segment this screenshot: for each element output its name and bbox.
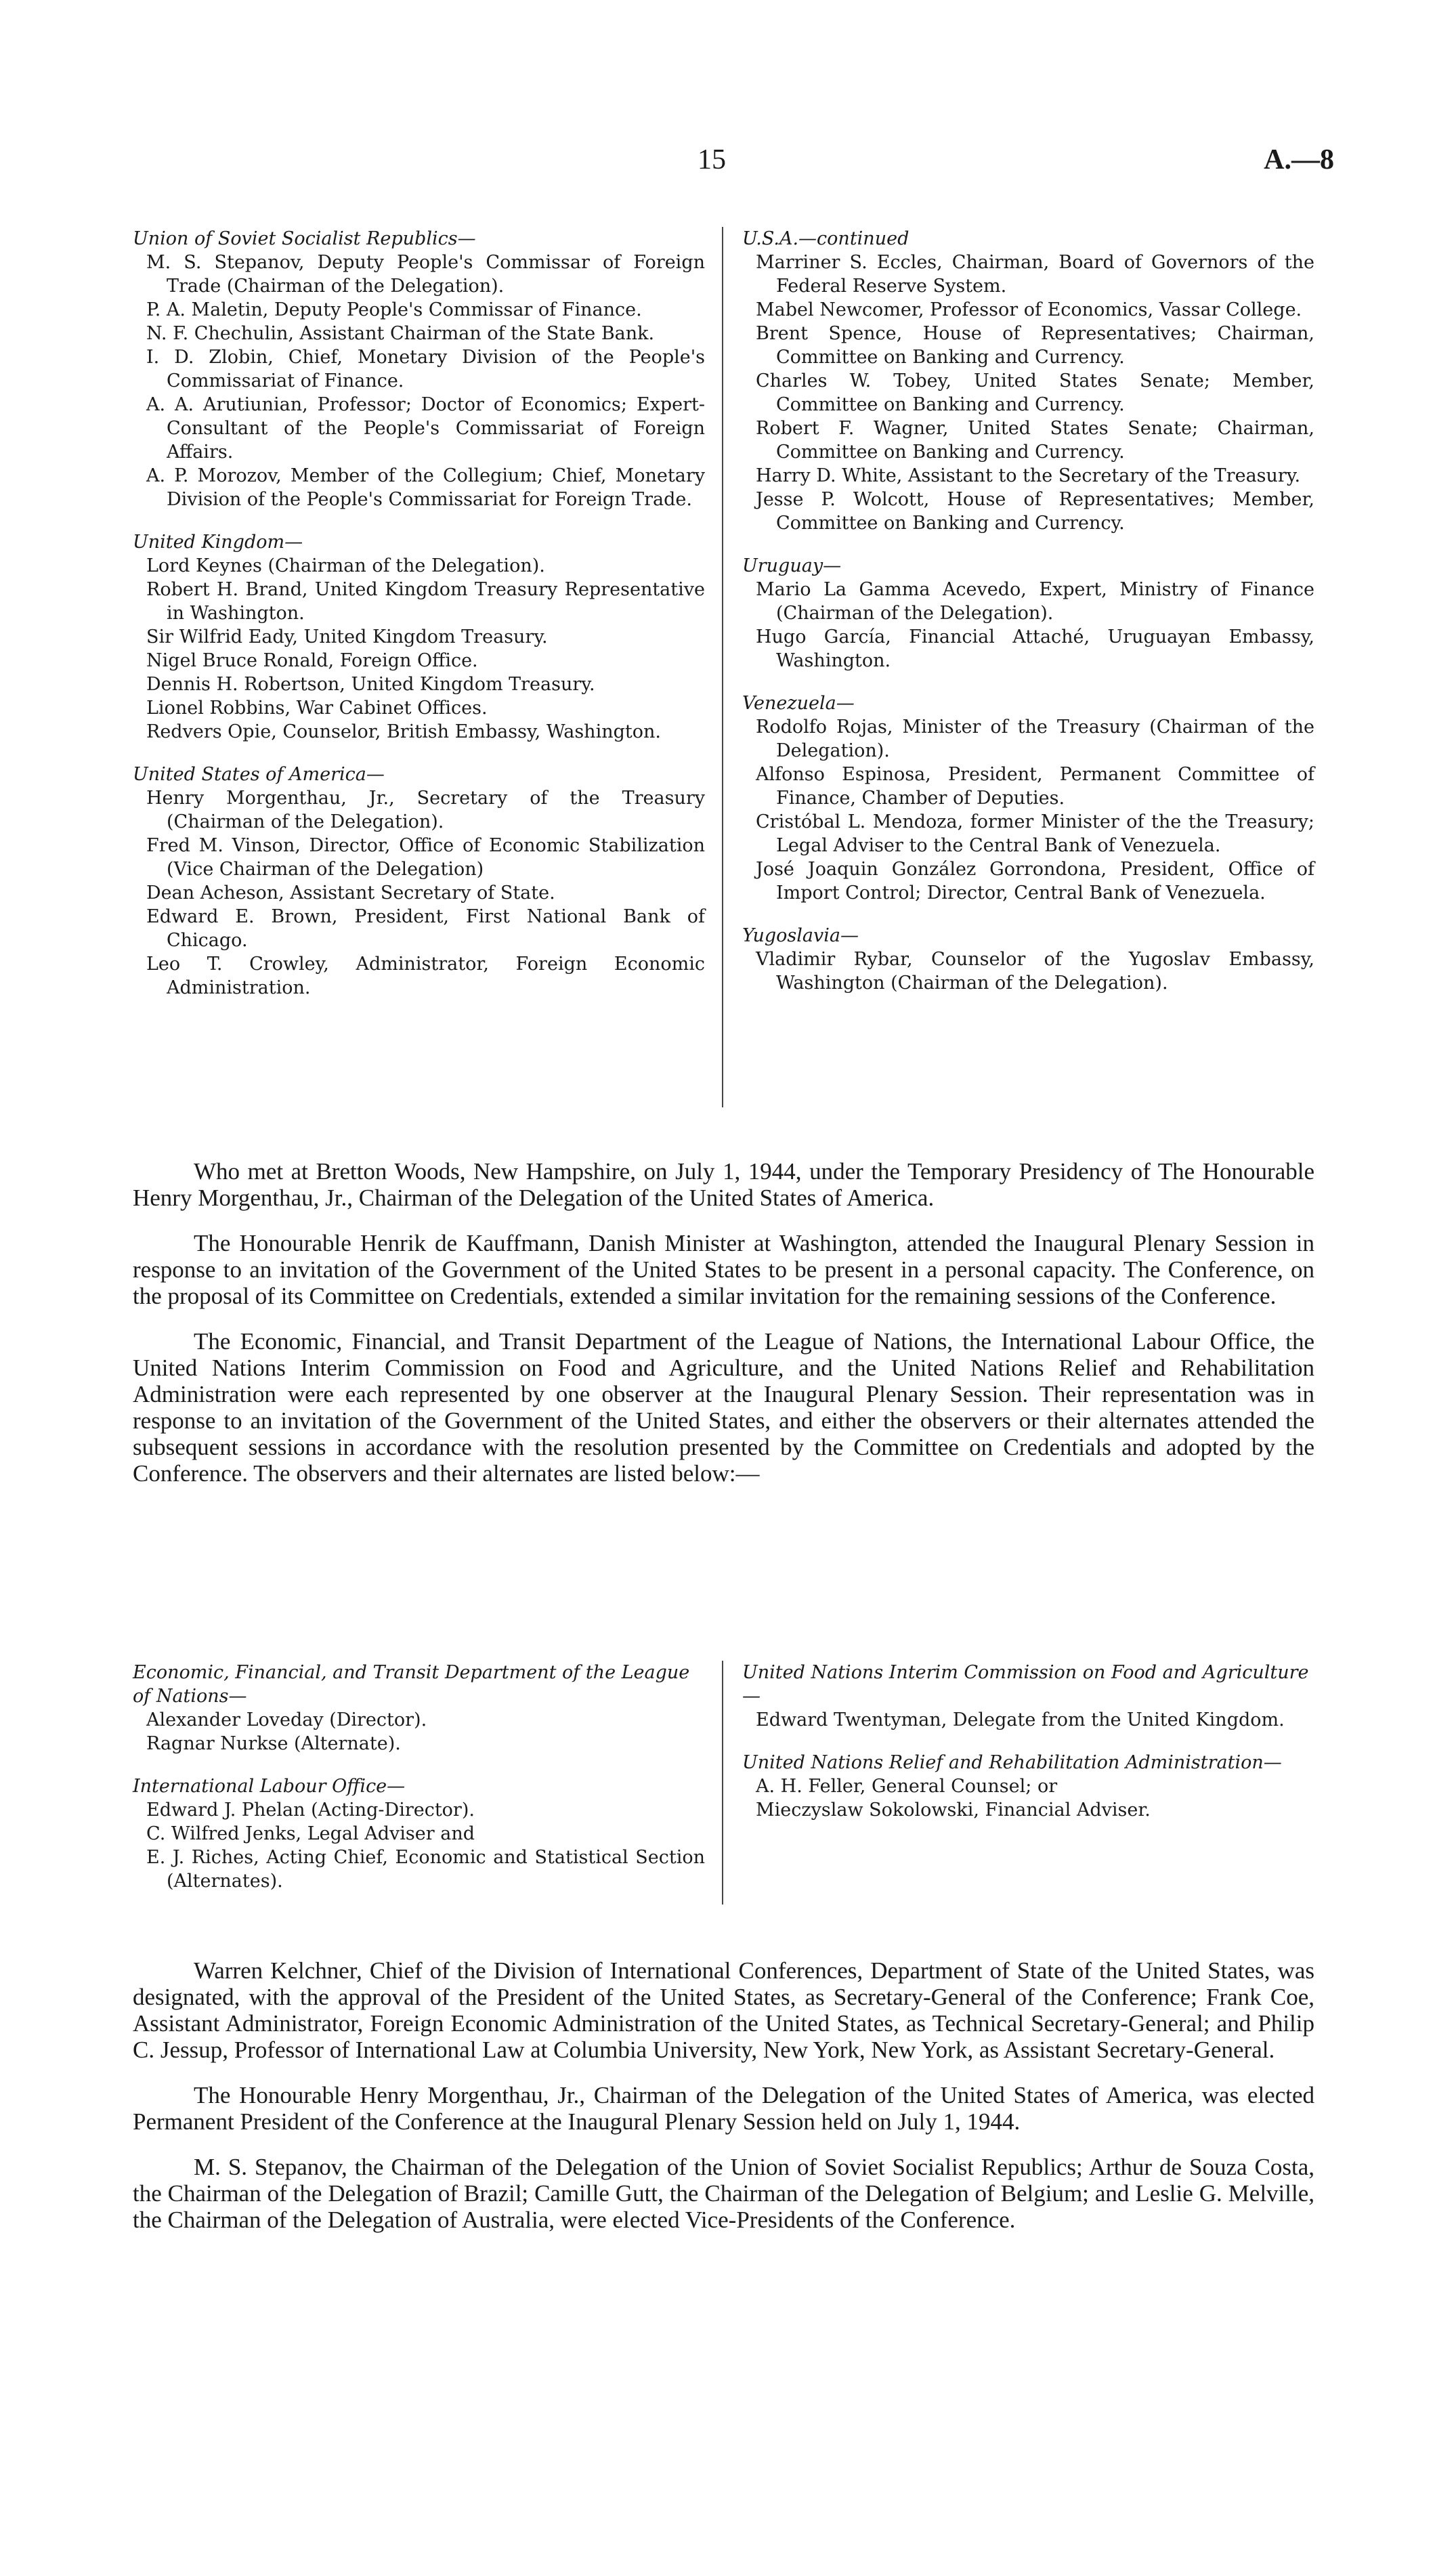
observers-left-column xyxy=(133,1661,705,1912)
paragraph: Who met at Bretton Woods, New Hampshire, on July 1, 1944, under the Temporary Presidency of The Honourable Henry Morgenthau, Jr., Chairman of the Delegation of the United States of America. xyxy=(133,1158,1314,1211)
delegation-group xyxy=(133,530,705,744)
delegation-entry: Rodolfo Rojas, Minister of the Treasury (Chairman of the Delegation). xyxy=(756,717,1314,761)
delegation-group xyxy=(742,924,1314,995)
delegation-entry: Nigel Bruce Ronald, Foreign Office. xyxy=(146,650,478,671)
document-code: A.—8 xyxy=(1264,144,1334,175)
delegation-entry: I. D. Zlobin, Chief, Monetary Division of the People's Commissariat of Finance. xyxy=(146,347,705,391)
delegation-entry: A. A. Arutiunian, Professor; Doctor of Economics; Expert-Consultant of the People's Commissariat of Foreign Affairs. xyxy=(146,394,705,463)
prose-section-1 xyxy=(133,1158,1314,1506)
observer-entry: Mieczyslaw Sokolowski, Financial Adviser. xyxy=(756,1800,1151,1821)
delegation-group xyxy=(742,692,1314,905)
delegation-entry: Leo T. Crowley, Administrator, Foreign Economic Administration. xyxy=(146,954,705,998)
delegation-entry: Robert F. Wagner, United States Senate; Chairman, Committee on Banking and Currency. xyxy=(756,418,1314,463)
observer-group xyxy=(133,1661,705,1756)
delegation-entry: N. F. Chechulin, Assistant Chairman of the State Bank. xyxy=(146,323,655,344)
observer-entry: C. Wilfred Jenks, Legal Adviser and xyxy=(146,1823,475,1844)
column-divider-observers xyxy=(722,1661,723,1905)
delegation-entry: Vladimir Rybar, Counselor of the Yugoslav Embassy, Washington (Chairman of the Delegation). xyxy=(756,949,1314,994)
delegation-heading: Union of Soviet Socialist Republics— xyxy=(133,228,476,249)
delegation-entry: M. S. Stepanov, Deputy People's Commissar of Foreign Trade (Chairman of the Delegation). xyxy=(146,252,705,297)
delegation-entry: Cristóbal L. Mendoza, former Minister of the the Treasury; Legal Adviser to the Central Bank of Venezuela. xyxy=(756,811,1314,856)
delegation-entry: Alfonso Espinosa, President, Permanent Committee of Finance, Chamber of Deputies. xyxy=(756,764,1314,809)
observer-entry: Alexander Loveday (Director). xyxy=(146,1709,427,1730)
paragraph: The Economic, Financial, and Transit Department of the League of Nations, the International Labour Office, the United Nations Interim Commission on Food and Agriculture, and the United Nations Relief and Rehabilitation Administration were each represented by one observer at the Inaugural Plenary Session. Their representation was in response to an invitation of the Government of the United States, and either the observers or their alternates attended the subsequent sessions in accordance with the resolution presented by the Committee on Credentials and adopted by the Conference. The observers and their alternates are listed below:— xyxy=(133,1328,1314,1487)
delegation-entry: P. A. Maletin, Deputy People's Commissar of Finance. xyxy=(146,299,642,320)
delegations-right-column xyxy=(742,227,1314,1014)
observer-heading: United Nations Interim Commission on Food and Agriculture— xyxy=(742,1662,1309,1707)
paragraph: Warren Kelchner, Chief of the Division of International Conferences, Department of State of the United States, was designated, with the approval of the President of the United States, as Secretary-General of the Conference; Frank Coe, Assistant Administrator, Foreign Economic Administration of the United States, as Technical Secretary-General; and Philip C. Jessup, Professor of International Law at Columbia University, New York, New York, as Assistant Secretary-General. xyxy=(133,1957,1314,2063)
delegation-group xyxy=(742,554,1314,673)
column-divider-top xyxy=(722,227,723,1107)
observer-group xyxy=(742,1661,1314,1732)
delegation-group xyxy=(133,227,705,511)
delegation-heading: United Kingdom— xyxy=(133,532,303,553)
delegation-group xyxy=(742,227,1314,535)
observer-heading: United Nations Relief and Rehabilitation Administration— xyxy=(742,1752,1282,1773)
observer-entry: Edward J. Phelan (Acting-Director). xyxy=(146,1800,475,1821)
delegation-entry: Sir Wilfrid Eady, United Kingdom Treasury. xyxy=(146,626,548,647)
observer-entry: E. J. Riches, Acting Chief, Economic and Statistical Section (Alternates). xyxy=(146,1847,705,1892)
delegation-entry: Hugo García, Financial Attaché, Uruguayan Embassy, Washington. xyxy=(756,626,1314,671)
observer-group xyxy=(133,1774,705,1893)
delegation-entry: Dennis H. Robertson, United Kingdom Treasury. xyxy=(146,674,595,695)
paragraph: M. S. Stepanov, the Chairman of the Delegation of the Union of Soviet Socialist Republics; Arthur de Souza Costa, the Chairman of the Delegation of Brazil; Camille Gutt, the Chairman of the Delegation of Belgium; and Leslie G. Melville, the Chairman of the Delegation of Australia, were elected Vice-Presidents of the Conference. xyxy=(133,2154,1314,2233)
delegation-entry: Mabel Newcomer, Professor of Economics, Vassar College. xyxy=(756,299,1302,320)
paragraph: The Honourable Henry Morgenthau, Jr., Chairman of the Delegation of the United States of America, was elected Permanent President of the Conference at the Inaugural Plenary Session held on July 1, 1944. xyxy=(133,2082,1314,2135)
delegation-entry: Robert H. Brand, United Kingdom Treasury Representative in Washington. xyxy=(146,579,705,624)
delegation-entry: Lionel Robbins, War Cabinet Offices. xyxy=(146,698,488,719)
delegations-left-column xyxy=(133,227,705,1019)
delegation-heading: U.S.A.—continued xyxy=(742,228,909,249)
delegation-entry: Jesse P. Wolcott, House of Representatives; Member, Committee on Banking and Currency. xyxy=(756,489,1314,534)
delegation-entry: Marriner S. Eccles, Chairman, Board of Governors of the Federal Reserve System. xyxy=(756,252,1314,297)
observer-heading: Economic, Financial, and Transit Department of the League of Nations— xyxy=(133,1662,690,1707)
page-number: 15 xyxy=(698,144,726,175)
delegation-entry: Henry Morgenthau, Jr., Secretary of the Treasury (Chairman of the Delegation). xyxy=(146,788,705,832)
delegation-entry: Lord Keynes (Chairman of the Delegation). xyxy=(146,555,545,576)
delegation-heading: Uruguay— xyxy=(742,555,842,576)
delegation-group xyxy=(133,763,705,1000)
observer-entry: Edward Twentyman, Delegate from the United Kingdom. xyxy=(756,1709,1285,1730)
delegation-entry: Harry D. White, Assistant to the Secretary of the Treasury. xyxy=(756,465,1301,486)
delegation-entry: José Joaquin González Gorrondona, President, Office of Import Control; Director, Central Bank of Venezuela. xyxy=(756,859,1314,903)
delegation-entry: A. P. Morozov, Member of the Collegium; Chief, Monetary Division of the People's Commissariat for Foreign Trade. xyxy=(146,465,705,510)
delegation-entry: Charles W. Tobey, United States Senate; Member, Committee on Banking and Currency. xyxy=(756,370,1314,415)
paragraph: The Honourable Henrik de Kauffmann, Danish Minister at Washington, attended the Inaugural Plenary Session in response to an invitation of the Government of the United States to be present in a personal capacity. The Conference, on the proposal of its Committee on Credentials, extended a similar invitation for the remaining sessions of the Conference. xyxy=(133,1230,1314,1309)
delegation-entry: Mario La Gamma Acevedo, Expert, Ministry of Finance (Chairman of the Delegation). xyxy=(756,579,1314,624)
observer-entry: Ragnar Nurkse (Alternate). xyxy=(146,1733,401,1754)
observer-group xyxy=(742,1751,1314,1822)
delegation-heading: Venezuela— xyxy=(742,693,855,714)
delegation-entry: Fred M. Vinson, Director, Office of Economic Stabilization (Vice Chairman of the Delegation) xyxy=(146,835,705,880)
observer-entry: A. H. Feller, General Counsel; or xyxy=(756,1776,1058,1797)
delegation-heading: United States of America— xyxy=(133,764,385,785)
observers-right-column xyxy=(742,1661,1314,1841)
prose-section-2 xyxy=(133,1957,1314,2252)
delegation-entry: Dean Acheson, Assistant Secretary of State. xyxy=(146,882,555,903)
delegation-entry: Redvers Opie, Counselor, British Embassy, Washington. xyxy=(146,721,661,742)
observer-heading: International Labour Office— xyxy=(133,1776,406,1797)
delegation-entry: Brent Spence, House of Representatives; Chairman, Committee on Banking and Currency. xyxy=(756,323,1314,368)
delegation-heading: Yugoslavia— xyxy=(742,925,859,946)
delegation-entry: Edward E. Brown, President, First National Bank of Chicago. xyxy=(146,906,705,951)
